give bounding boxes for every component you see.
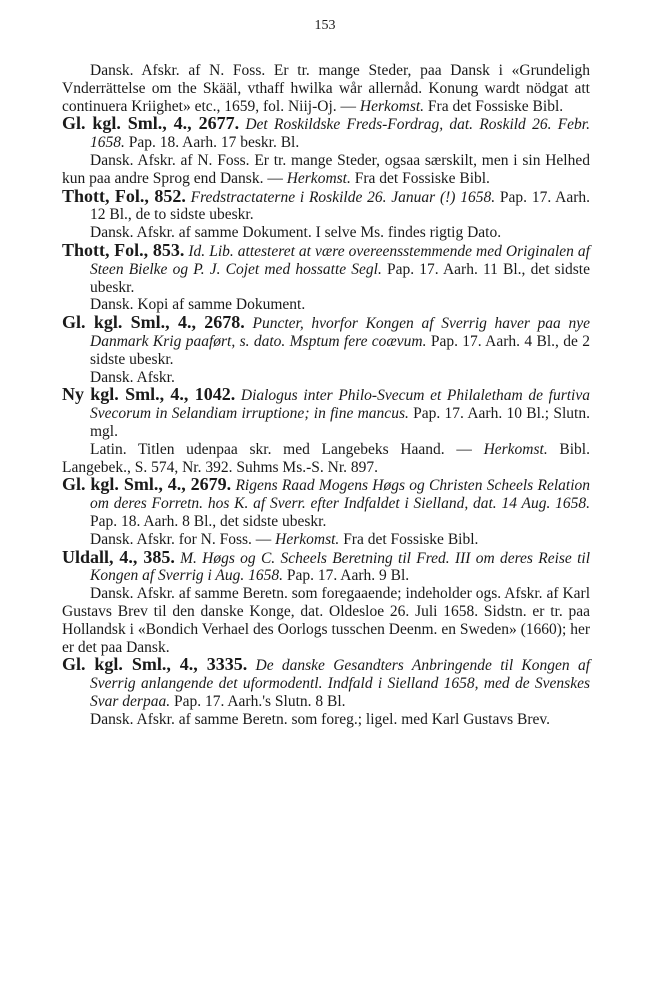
- note-herkomst: Herkomst.: [275, 530, 340, 548]
- catalog-entry: [62, 239, 590, 296]
- catalog-entries: [62, 115, 590, 728]
- catalog-entry: [62, 476, 590, 530]
- entry-title: Rigens Raad Mogens Høgs og Christen Scheels Relation om deres Forretn. hos K. af Sverr. efter Indfaldet i Sielland, dat. 14 Aug. 1658.: [90, 477, 590, 513]
- entry-title: Id. Lib. attesteret at være overeensstemmende med Originalen af Steen Bielke og P. J. Cojet med hossatte Segl.: [90, 242, 590, 278]
- note-herkomst: Herkomst.: [483, 440, 548, 458]
- catalog-text: [62, 62, 590, 728]
- entry-shelfmark: Gl. kgl. Sml., 4., 2677.: [62, 113, 240, 134]
- entry-title: Dialogus inter Philo-Svecum et Philaletham de furtiva Svecorum in Selandiam irruptione; in fine mancus.: [90, 387, 590, 423]
- entry-physical-description: Pap. 18. Aarh. 17 beskr. Bl.: [124, 134, 300, 152]
- note-text: Dansk. Afskr. af N. Foss. Er tr. mange Steder, ogsaa særskilt, men i sin Helhed kun paa andre Sprog end Dansk. —: [62, 151, 590, 187]
- entry-note: [62, 711, 590, 729]
- catalog-entry: [62, 314, 590, 368]
- note-text: Dansk. Afskr.: [90, 368, 175, 386]
- entry-shelfmark: Ny kgl. Sml., 4., 1042.: [62, 384, 236, 405]
- entry-note: [62, 441, 590, 477]
- note-text: Bibl. Langebek., S. 574, Nr. 392. Suhms Ms.-S. Nr. 897.: [62, 440, 590, 476]
- note-text: Dansk. Afskr. af samme Dokument. I selve Ms. findes rigtig Dato.: [90, 224, 502, 242]
- intro-text-end: Fra det Fossiske Bibl.: [424, 97, 564, 115]
- page-number: 153: [314, 18, 336, 33]
- entry-physical-description: Pap. 17. Aarh. 9 Bl.: [283, 567, 410, 585]
- intro-paragraph: [62, 62, 590, 115]
- catalog-entry: [62, 185, 590, 225]
- note-text: Fra det Fossiske Bibl.: [339, 530, 479, 548]
- entry-physical-description: Pap. 17. Aarh. 12 Bl., de to sidste ubeskr.: [90, 188, 590, 224]
- catalog-entry: [62, 115, 590, 152]
- intro-herkomst: Herkomst.: [359, 97, 425, 115]
- entry-physical-description: Pap. 17. Aarh.'s Slutn. 8 Bl.: [170, 692, 346, 710]
- entry-note: [62, 152, 590, 188]
- note-text: Fra det Fossiske Bibl.: [350, 169, 490, 187]
- entry-physical-description: Pap. 18. Aarh. 8 Bl., det sidste ubeskr.: [90, 512, 327, 530]
- entry-physical-description: Pap. 17. Aarh. 10 Bl.; Slutn. mgl.: [90, 405, 590, 440]
- note-text: Latin. Titlen udenpaa skr. med Langebeks Haand. —: [90, 440, 484, 458]
- catalog-entry: [62, 386, 590, 440]
- entry-title: De danske Gesandters Anbringende til Kongen af Sverrig anlangende det uformodentl. Indfald i Sielland 1658, med de Svenskes Svar derpaa.: [90, 657, 590, 710]
- note-text: Dansk. Afskr. af samme Beretn. som foreg.; ligel. med Karl Gustavs Brev.: [90, 710, 551, 728]
- note-herkomst: Herkomst.: [286, 169, 351, 187]
- entry-shelfmark: Thott, Fol., 852.: [62, 185, 186, 206]
- note-text: Dansk. Afskr. for N. Foss. —: [90, 530, 276, 548]
- intro-text: Dansk. Afskr. af N. Foss. Er tr. mange Steder, paa Dansk i «Grundeligh Vnderrättelse om the Skääl, vthaff hwilka wår allernåd. Konung wardt nödgat att continuera Kriighet» etc., 1659, fol. Niij-Oj. —: [62, 62, 590, 115]
- entry-physical-description: Pap. 17. Aarh. 4 Bl., de 2 sidste ubeskr.: [90, 332, 590, 368]
- entry-note: [62, 585, 590, 656]
- entry-shelfmark: Gl. kgl. Sml., 4., 2678.: [62, 312, 245, 333]
- entry-shelfmark: Gl. kgl. Sml., 4., 2679.: [62, 474, 232, 495]
- entry-title: M. Høgs og C. Scheels Beretning til Fred. III om deres Reise til Kongen af Sverrig i Aug. 1658.: [90, 549, 590, 585]
- entry-title: Fredstractaterne i Roskilde 26. Januar (!) 1658.: [190, 188, 496, 206]
- entry-shelfmark: Thott, Fol., 853.: [62, 239, 185, 260]
- catalog-entry: [62, 546, 590, 586]
- note-text: Dansk. Afskr. af samme Beretn. som foregaaende; indeholder ogs. Afskr. af Karl Gustavs Brev til den danske Konge, dat. Oldesloe 26. Juli 1658. Sidstn. er tr. paa Hollandsk i «Bondich Verhael des Oorlogs tusschen Deenm. en Sweden» (1660); her er det paa Dansk.: [62, 585, 590, 656]
- entry-title: Det Roskildske Freds-Fordrag, dat. Roskild 26. Febr. 1658.: [90, 116, 590, 152]
- entry-physical-description: Pap. 17. Aarh. 11 Bl., det sidste ubeskr.: [90, 260, 590, 296]
- entry-shelfmark: Uldall, 4., 385.: [62, 546, 175, 567]
- entry-shelfmark: Gl. kgl. Sml., 4., 3335.: [62, 654, 248, 675]
- catalog-entry: [62, 656, 590, 710]
- entry-title: Puncter, hvorfor Kongen af Sverrig haver paa nye Danmark Krig paaført, s. dato. Msptum fere coævum.: [90, 315, 590, 350]
- note-text: Dansk. Kopi af samme Dokument.: [90, 296, 306, 314]
